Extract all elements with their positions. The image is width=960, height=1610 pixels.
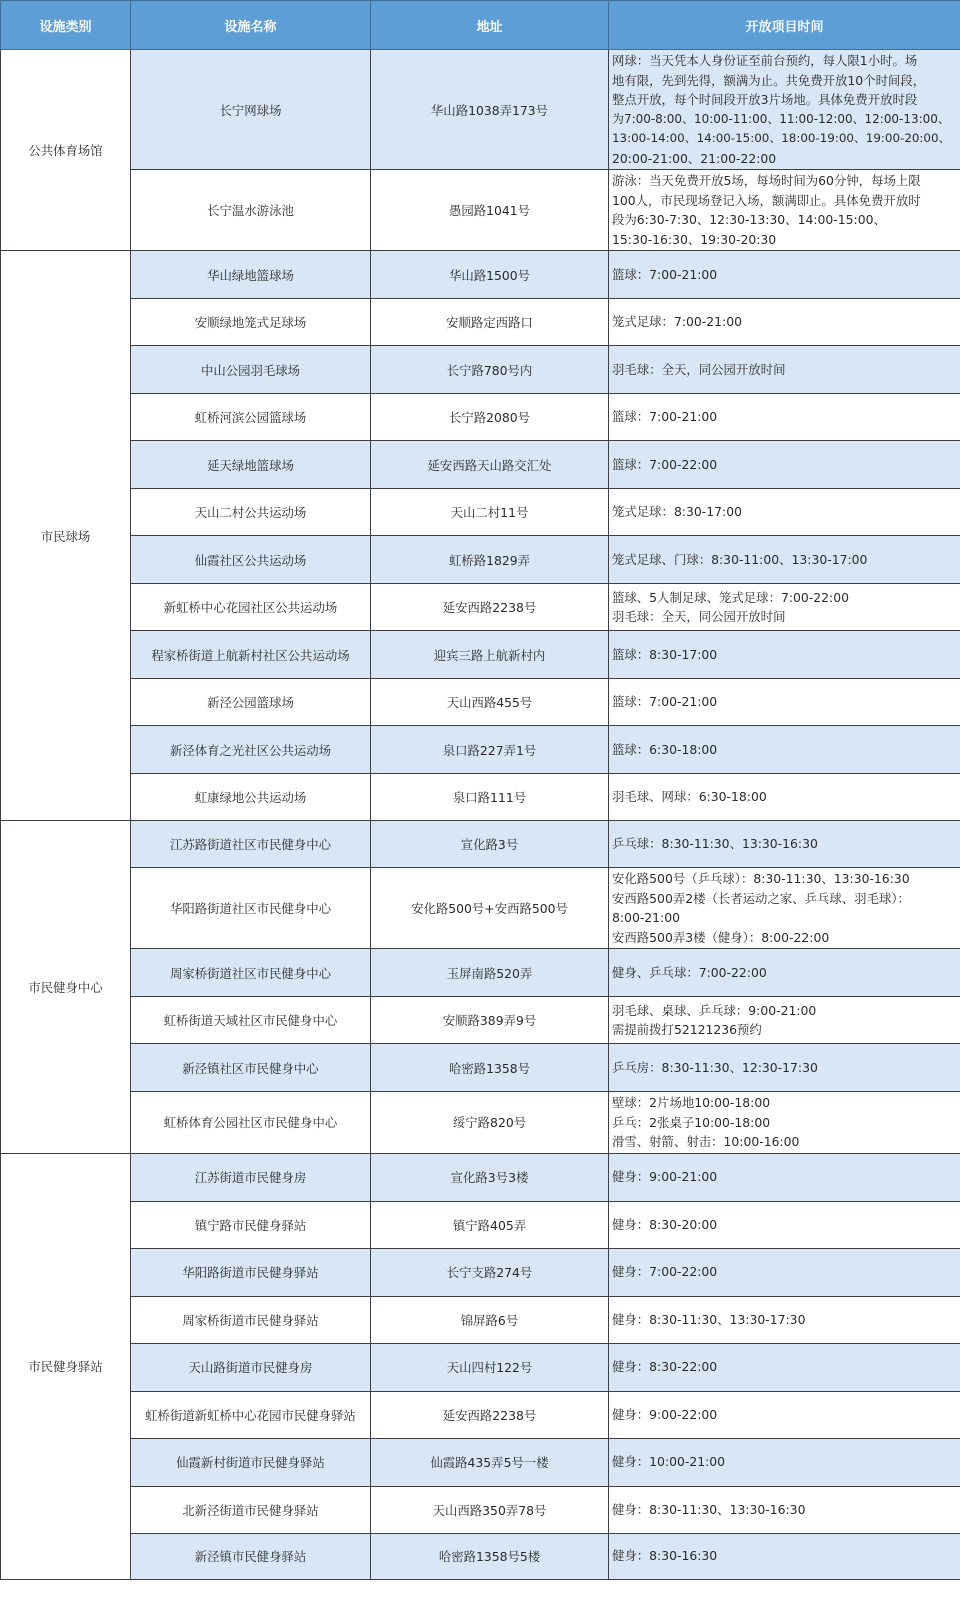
hours-line: 笼式足球、门球：8:30-11:00、13:30-17:00 [612,551,868,567]
table-row [1,679,960,726]
hours-line: 乒乓球：8:30-11:30、13:30-16:30 [612,836,818,852]
table-row [1,299,960,346]
facility-name-cell: 长宁网球场 [131,50,371,170]
address-cell: 安顺路389弄9号 [371,997,609,1044]
category-cell: 公共体育场馆 [1,50,131,251]
hours-cell [609,489,960,536]
hours-cell [609,821,960,868]
facility-name-cell: 新泾公园篮球场 [131,679,371,726]
address-cell: 愚园路1041号 [371,170,609,251]
hours-cell [609,1153,960,1201]
address-cell: 天山西路455号 [371,679,609,726]
table-row [1,251,960,299]
table-row [1,50,960,170]
hours-cell [609,1533,960,1579]
facility-name-cell: 虹桥体育公园社区市民健身中心 [131,1092,371,1154]
address-cell: 安化路500号+安西路500号 [371,868,609,949]
hours-cell [609,536,960,584]
hours-line: 网球：当天凭本人身份证至前台预约，每人限1小时。场 [612,53,918,68]
hours-line: 100人，市民现场登记入场，额满即止。具体免费开放时 [612,192,921,208]
hours-cell [609,679,960,726]
hours-cell [609,631,960,679]
table-row [1,1486,960,1533]
table-row [1,441,960,489]
address-cell: 锦屏路6号 [371,1296,609,1343]
facility-name-cell: 安顺绿地笼式足球场 [131,299,371,346]
facility-name-cell: 虹桥街道新虹桥中心花园市民健身驿站 [131,1391,371,1438]
facility-name-cell: 周家桥街道社区市民健身中心 [131,949,371,997]
facility-name-cell: 延天绿地篮球场 [131,441,371,489]
hours-cell [609,346,960,394]
facility-name-cell: 周家桥街道市民健身驿站 [131,1296,371,1343]
address-cell: 延安西路2238号 [371,584,609,631]
address-cell: 长宁路780号内 [371,346,609,394]
hours-cell [609,1201,960,1248]
hours-cell [609,1486,960,1533]
hours-line: 健身：10:00-21:00 [612,1454,726,1470]
hours-cell [609,584,960,631]
facility-name-cell: 新虹桥中心花园社区公共运动场 [131,584,371,631]
table-row [1,1153,960,1201]
table-row [1,821,960,868]
hours-line: 乒乓房：8:30-11:30、12:30-17:30 [612,1059,818,1075]
table-row [1,1044,960,1092]
address-cell: 虹桥路1829弄 [371,536,609,584]
hours-line: 篮球：7:00-21:00 [612,266,718,282]
hours-line: 需提前拨打52121236预约 [612,1022,762,1037]
hours-line: 20:00-21:00、21:00-22:00 [612,150,777,166]
address-cell: 天山西路350弄78号 [371,1486,609,1533]
hours-line: 健身：8:30-20:00 [612,1216,718,1232]
hours-line: 篮球：7:00-21:00 [612,409,718,425]
hours-line: 安化路500号（乒乓球）：8:30-11:30、13:30-16:30 [612,871,910,886]
table-header-row [1,1,960,50]
table-row [1,1248,960,1296]
table-row [1,949,960,997]
hours-cell [609,170,960,251]
address-cell: 长宁支路274号 [371,1248,609,1296]
hours-line: 整点开放，每个时间段开放3片场地。具体免费开放时段 [612,92,918,107]
hours-cell [609,997,960,1044]
facility-name-cell: 程家桥街道上航新村社区公共运动场 [131,631,371,679]
address-cell: 绥宁路820号 [371,1092,609,1154]
hours-line: 健身、乒乓球：7:00-22:00 [612,964,767,980]
hours-line: 乒乓：2张桌子10:00-18:00 [612,1114,771,1130]
address-cell: 仙霞路435弄5号一楼 [371,1438,609,1486]
hours-line: 羽毛球：全天，同公园开放时间 [612,361,786,377]
hours-cell [609,441,960,489]
hours-line: 健身：9:00-21:00 [612,1169,718,1185]
hours-line: 篮球、5人制足球、笼式足球：7:00-22:00 [612,589,849,605]
address-cell: 哈密路1358号5楼 [371,1533,609,1579]
hours-line: 健身：8:30-22:00 [612,1359,718,1375]
hours-line: 8:00-21:00 [612,910,681,925]
hours-cell [609,1391,960,1438]
facility-name-cell: 新泾镇市民健身驿站 [131,1533,371,1579]
facility-name-cell: 天山二村公共运动场 [131,489,371,536]
address-cell: 安顺路定西路口 [371,299,609,346]
hours-cell [609,726,960,774]
hours-line: 15:30-16:30、19:30-20:30 [612,231,777,247]
hours-cell [609,1438,960,1486]
header-facility-name: 设施名称 [131,1,371,50]
table-row [1,170,960,251]
hours-line: 羽毛球：全天，同公园开放时间 [612,609,786,624]
hours-line: 游泳：当天免费开放5场，每场时间为60分钟，每场上限 [612,173,921,188]
hours-line: 滑雪、射箭、射击：10:00-16:00 [612,1134,800,1149]
facility-name-cell: 虹桥街道天域社区市民健身中心 [131,997,371,1044]
hours-line: 羽毛球、网球：6:30-18:00 [612,789,767,805]
facility-name-cell: 镇宁路市民健身驿站 [131,1201,371,1248]
category-cell: 市民球场 [1,251,131,821]
hours-line: 羽毛球、桌球、乒乓球：9:00-21:00 [612,1002,817,1018]
address-cell: 延安西路天山路交汇处 [371,441,609,489]
address-cell: 宣化路3号3楼 [371,1153,609,1201]
hours-line: 地有限，先到先得，额满为止。共免费开放10个时间段， [612,72,926,88]
hours-line: 13:00-14:00、14:00-15:00、18:00-19:00、19:00-20:00、 [612,131,951,145]
table-row [1,1343,960,1391]
hours-line: 篮球：6:30-18:00 [612,741,718,757]
facility-name-cell: 仙霞社区公共运动场 [131,536,371,584]
category-cell: 市民健身中心 [1,821,131,1154]
hours-line: 安西路500弄2楼（长者运动之家、乒乓球、羽毛球）： [612,890,910,906]
hours-line: 段为6:30-7:30、12:30-13:30、14:00-15:00、 [612,212,886,227]
table-row [1,584,960,631]
address-cell: 镇宁路405弄 [371,1201,609,1248]
hours-line: 篮球：7:00-21:00 [612,694,718,710]
hours-cell [609,1044,960,1092]
hours-line: 健身：7:00-22:00 [612,1264,718,1280]
address-cell: 天山四村122号 [371,1343,609,1391]
hours-cell [609,1092,960,1154]
table-row [1,1296,960,1343]
hours-line: 篮球：8:30-17:00 [612,646,718,662]
table-row [1,868,960,949]
hours-cell [609,394,960,441]
table-row [1,536,960,584]
hours-cell [609,1296,960,1343]
hours-line: 健身：9:00-22:00 [612,1406,718,1422]
facility-name-cell: 中山公园羽毛球场 [131,346,371,394]
table-row [1,346,960,394]
address-cell: 华山路1038弄173号 [371,50,609,170]
facility-name-cell: 虹桥河滨公园篮球场 [131,394,371,441]
category-cell: 市民健身驿站 [1,1153,131,1579]
facility-name-cell: 新泾体育之光社区公共运动场 [131,726,371,774]
facility-name-cell: 虹康绿地公共运动场 [131,774,371,821]
table-row [1,774,960,821]
hours-cell [609,774,960,821]
table-row [1,631,960,679]
table-row [1,1092,960,1154]
header-hours: 开放项目时间 [609,1,960,50]
address-cell: 长宁路2080号 [371,394,609,441]
address-cell: 华山路1500号 [371,251,609,299]
table-row [1,489,960,536]
facility-name-cell: 华阳路街道社区市民健身中心 [131,868,371,949]
hours-cell [609,949,960,997]
header-address: 地址 [371,1,609,50]
table-row [1,997,960,1044]
address-cell: 迎宾三路上航新村内 [371,631,609,679]
hours-cell [609,50,960,170]
facility-name-cell: 华阳路街道市民健身驿站 [131,1248,371,1296]
hours-line: 笼式足球：8:30-17:00 [612,504,742,520]
address-cell: 天山二村11号 [371,489,609,536]
hours-line: 安西路500弄3楼（健身）：8:00-22:00 [612,929,830,945]
table-row [1,1533,960,1579]
table-row [1,394,960,441]
address-cell: 哈密路1358号 [371,1044,609,1092]
hours-cell [609,299,960,346]
facility-name-cell: 长宁温水游泳池 [131,170,371,251]
facility-name-cell: 江苏路街道社区市民健身中心 [131,821,371,868]
address-cell: 延安西路2238号 [371,1391,609,1438]
table-row [1,1438,960,1486]
facility-name-cell: 仙霞新村街道市民健身驿站 [131,1438,371,1486]
facility-name-cell: 新泾镇社区市民健身中心 [131,1044,371,1092]
header-category: 设施类别 [1,1,131,50]
address-cell: 玉屏南路520弄 [371,949,609,997]
hours-line: 壁球：2片场地10:00-18:00 [612,1095,771,1110]
address-cell: 泉口路111号 [371,774,609,821]
hours-line: 笼式足球：7:00-21:00 [612,314,742,330]
facility-name-cell: 北新泾街道市民健身驿站 [131,1486,371,1533]
hours-cell [609,251,960,299]
hours-line: 健身：8:30-11:30、13:30-16:30 [612,1501,806,1517]
hours-line: 健身：8:30-16:30 [612,1548,718,1564]
facility-name-cell: 华山绿地篮球场 [131,251,371,299]
hours-cell [609,868,960,949]
address-cell: 宣化路3号 [371,821,609,868]
hours-cell [609,1248,960,1296]
hours-line: 篮球：7:00-22:00 [612,456,718,472]
address-cell: 泉口路227弄1号 [371,726,609,774]
table-row [1,1391,960,1438]
facility-name-cell: 天山路街道市民健身房 [131,1343,371,1391]
facility-name-cell: 江苏街道市民健身房 [131,1153,371,1201]
table-body [1,50,960,1580]
hours-cell [609,1343,960,1391]
table-row [1,1201,960,1248]
hours-line: 为7:00-8:00、10:00-11:00、11:00-12:00、12:00-13:00、 [612,111,950,126]
table-row [1,726,960,774]
hours-line: 健身：8:30-11:30、13:30-17:30 [612,1311,806,1327]
